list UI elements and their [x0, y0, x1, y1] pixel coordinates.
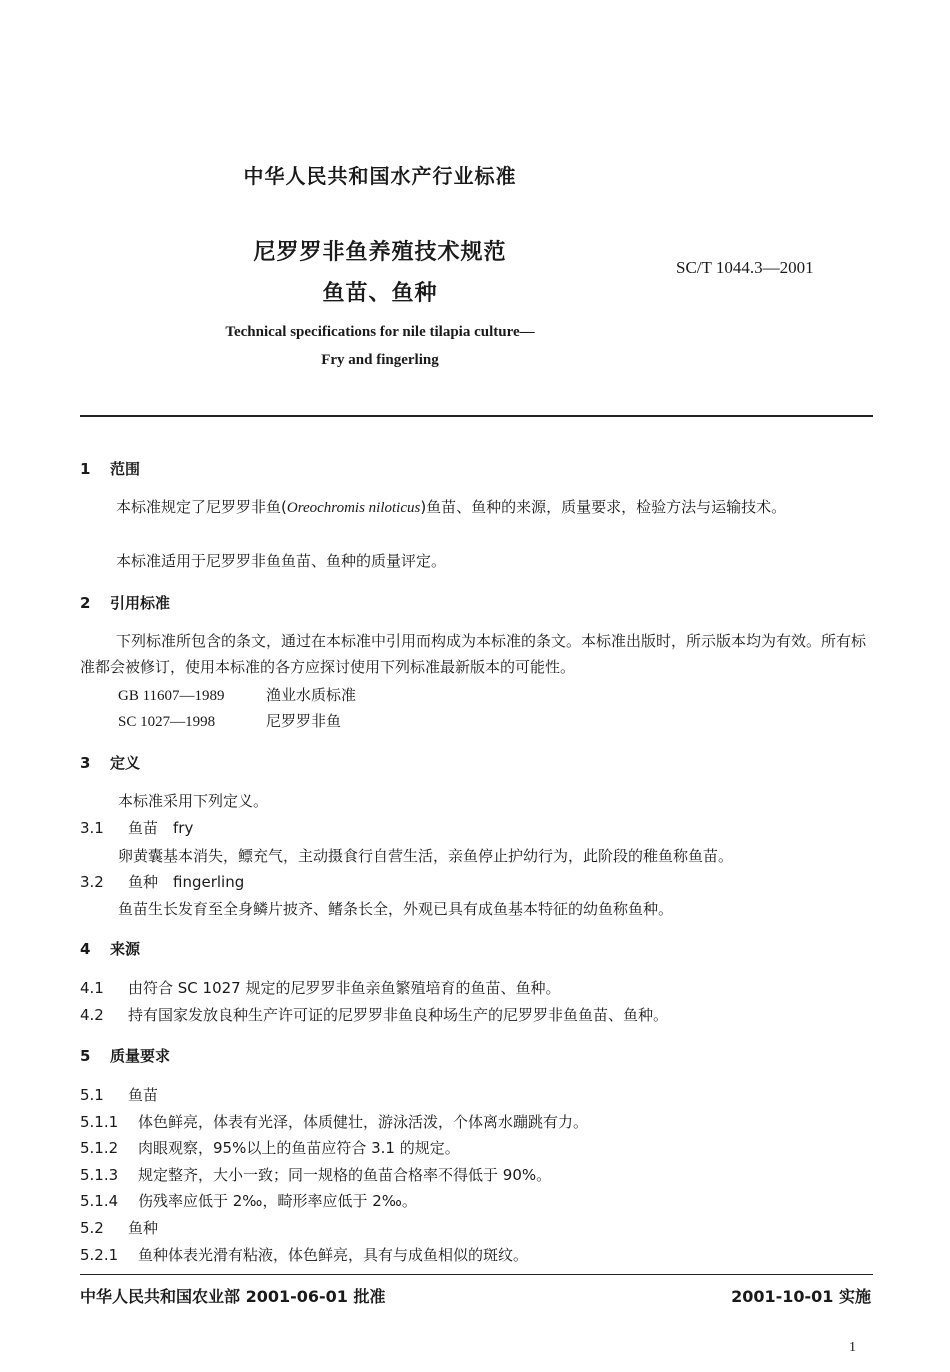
reference-item: [118, 710, 341, 731]
section-title: 范围: [110, 460, 141, 478]
latin-name: Oreochromis niloticus: [286, 500, 421, 516]
clause-number: 5.2.1: [80, 1246, 119, 1264]
definition-3-2-heading: [80, 871, 244, 892]
clause-number: 5.1.2: [80, 1139, 119, 1157]
standard-category: 中华人民共和国水产行业标准: [243, 164, 517, 188]
reference-name: 渔业水质标准: [266, 686, 357, 704]
clause-5-1-4: [80, 1190, 417, 1211]
clause-number: 3.2: [80, 873, 104, 891]
section-number: 2: [80, 594, 91, 612]
text-run: )鱼苗、鱼种的来源，质量要求，检验方法与运输技术。: [420, 498, 787, 516]
definition-term: 鱼种 fingerling: [128, 873, 245, 891]
clause-number: 4.2: [80, 1006, 104, 1024]
section-2-heading: [80, 592, 170, 613]
reference-code: GB 11607—1989: [118, 688, 225, 704]
definition-3-2-text: 鱼苗生长发育至全身鳞片披齐、鳍条长全，外观已具有成鱼基本特征的幼鱼称鱼种。: [118, 900, 674, 918]
definition-3-1-text: 卵黄囊基本消失，鳔充气，主动摄食行自营生活，亲鱼停止护幼行为，此阶段的稚鱼称鱼苗。: [118, 847, 734, 865]
section-number: 4: [80, 940, 91, 958]
english-title-line-1: Technical specifications for nile tilapia culture—: [225, 324, 535, 340]
clause-5-1-1: [80, 1111, 588, 1132]
clause-text: 规定整齐，大小一致；同一规格的鱼苗合格率不得低于 90%。: [138, 1166, 552, 1184]
section-number: 3: [80, 754, 91, 772]
reference-item: [118, 684, 356, 705]
footer-divider: [80, 1274, 873, 1275]
clause-number: 5.1: [80, 1086, 104, 1104]
clause-4-2: [80, 1004, 668, 1025]
clause-5-1-2: [80, 1137, 460, 1158]
header-divider: [80, 415, 873, 417]
section-title: 质量要求: [110, 1047, 171, 1065]
definition-term: 鱼苗 fry: [128, 819, 194, 837]
definition-3-1-heading: [80, 817, 193, 838]
section-2-paragraph-1: 下列标准所包含的条文，通过在本标准中引用而构成为本标准的条文。本标准出版时，所示版本均为有效。所有标准都会被修订，使用本标准的各方应探讨使用下列标准最新版本的可能性。: [80, 632, 867, 676]
implementation-info: 2001-10-01 实施: [731, 1287, 871, 1306]
section-number: 1: [80, 460, 91, 478]
clause-text: 体色鲜亮，体表有光泽，体质健壮，游泳活泼，个体离水蹦跳有力。: [138, 1113, 589, 1131]
clause-text: 持有国家发放良种生产许可证的尼罗罗非鱼良种场生产的尼罗罗非鱼鱼苗、鱼种。: [128, 1006, 669, 1024]
section-number: 5: [80, 1047, 91, 1065]
section-title: 引用标准: [110, 594, 171, 612]
text-run: 本标准规定了尼罗罗非鱼(: [116, 498, 287, 516]
clause-title: 鱼种: [128, 1219, 159, 1237]
title-line-2: 鱼苗、鱼种: [322, 281, 438, 306]
section-4-heading: [80, 938, 140, 959]
reference-code: SC 1027—1998: [118, 714, 216, 730]
section-title: 来源: [110, 940, 141, 958]
clause-5-1: [80, 1084, 158, 1105]
clause-5-2: [80, 1217, 158, 1238]
clause-number: 3.1: [80, 819, 104, 837]
clause-text: 由符合 SC 1027 规定的尼罗罗非鱼亲鱼繁殖培育的鱼苗、鱼种。: [128, 979, 561, 997]
section-3-intro: 本标准采用下列定义。: [118, 792, 269, 810]
clause-number: 5.1.3: [80, 1166, 119, 1184]
clause-text: 鱼种体表光滑有粘液，体色鲜亮，具有与成鱼相似的斑纹。: [138, 1246, 529, 1264]
approval-info: 中华人民共和国农业部 2001-06-01 批准: [80, 1287, 386, 1306]
section-1-paragraph-1: [80, 494, 873, 521]
clause-number: 5.1.4: [80, 1192, 119, 1210]
section-1-paragraph-2: 本标准适用于尼罗罗非鱼鱼苗、鱼种的质量评定。: [116, 552, 447, 570]
clause-number: 5.2: [80, 1219, 104, 1237]
section-3-heading: [80, 752, 140, 773]
title-line-1: 尼罗罗非鱼养殖技术规范: [253, 240, 507, 265]
clause-text: 伤残率应低于 2‰，畸形率应低于 2‰。: [138, 1192, 417, 1210]
page-number: 1: [849, 1340, 856, 1355]
clause-5-1-3: [80, 1164, 551, 1185]
english-title-line-2: Fry and fingerling: [321, 352, 439, 368]
reference-name: 尼罗罗非鱼: [266, 712, 342, 730]
clause-5-2-1: [80, 1244, 528, 1265]
section-5-heading: [80, 1045, 170, 1066]
section-title: 定义: [110, 754, 141, 772]
clause-text: 肉眼观察，95%以上的鱼苗应符合 3.1 的规定。: [138, 1139, 460, 1157]
clause-number: 4.1: [80, 979, 104, 997]
section-1-heading: [80, 458, 140, 479]
clause-title: 鱼苗: [128, 1086, 159, 1104]
clause-number: 5.1.1: [80, 1113, 119, 1131]
standard-number: SC/T 1044.3—2001: [676, 258, 814, 277]
clause-4-1: [80, 977, 560, 998]
